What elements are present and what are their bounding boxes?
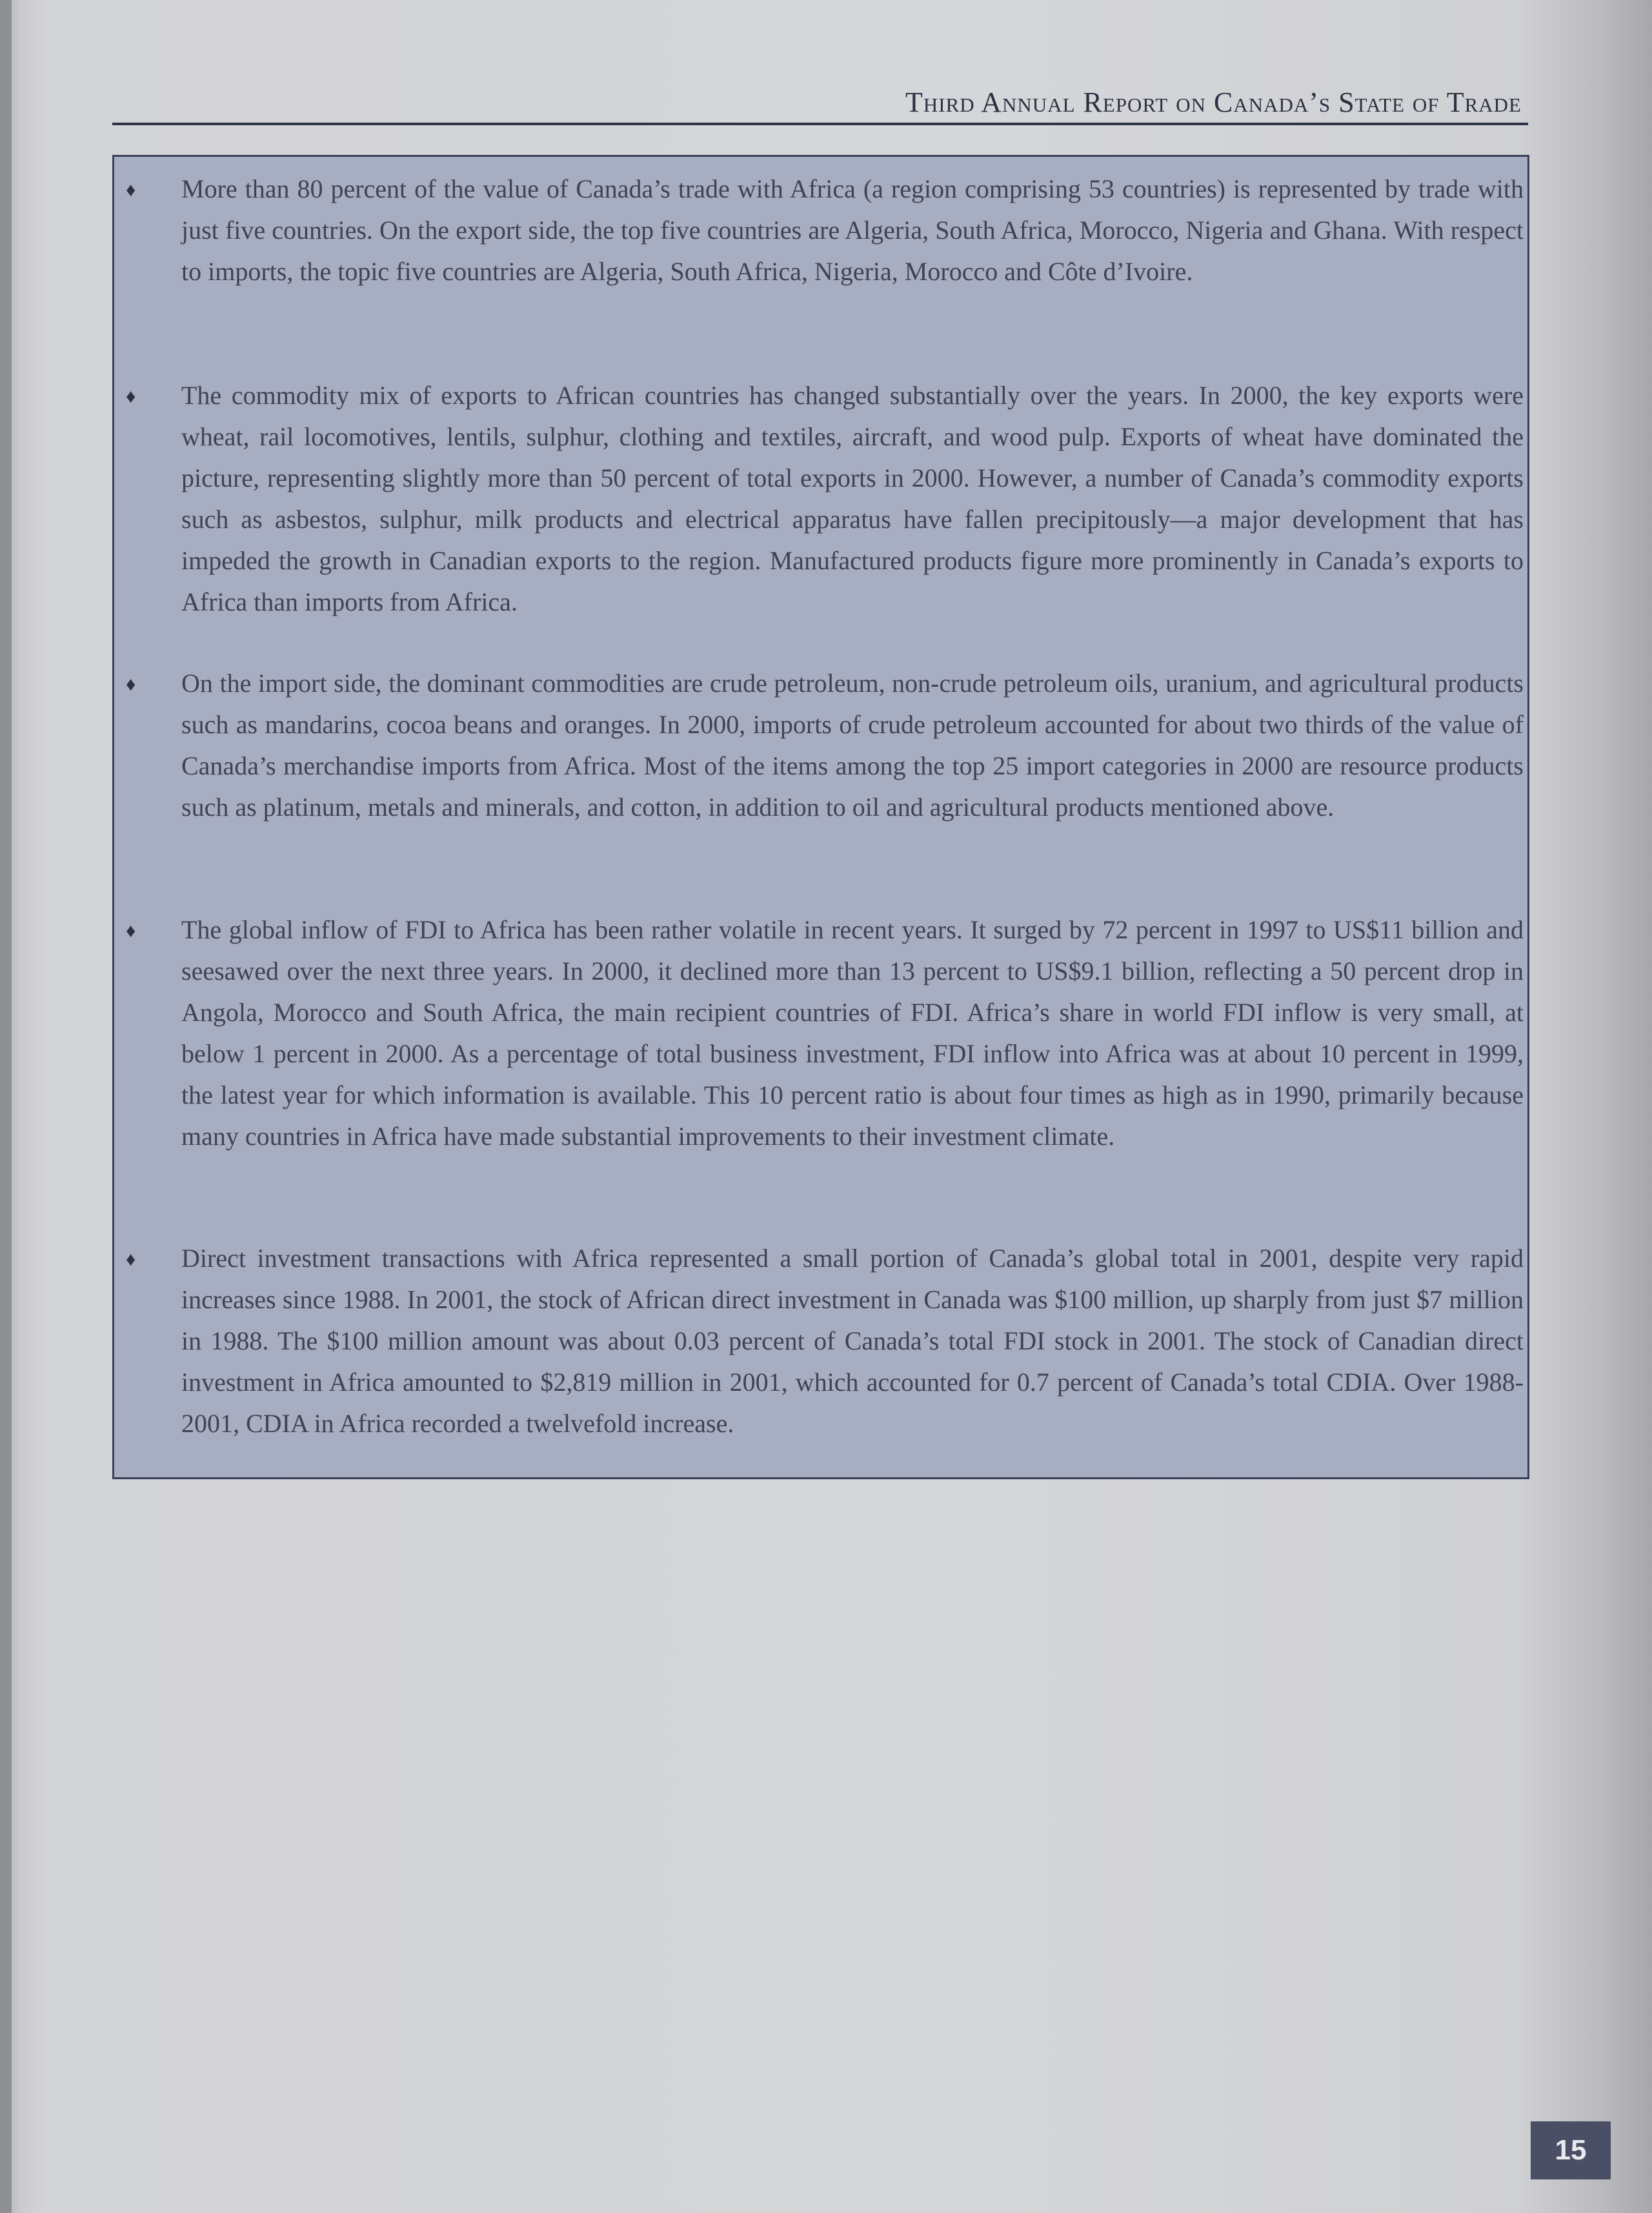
diamond-bullet-icon: ♦ [126, 674, 136, 695]
diamond-bullet-icon: ♦ [126, 179, 136, 201]
page-number: 15 [1555, 2134, 1587, 2166]
bullet-text: The commodity mix of exports to African countries has changed substantially over the years. In 2000, the key exports were wheat, rail locomotives, lentils, sulphur, clothing and textiles, aircraft, and wood pulp. Exports of wheat have dominated the picture, representing slightly more than 50 percent of total exports in 2000. However, a number of Canada’s commodity exports such as asbestos, sulphur, milk products and electrical apparatus have fallen precipitously—a major development that has impeded the growth in Canadian exports to the region. Manufactured products figure more prominently in Canada’s exports to Africa than imports from Africa. [181, 381, 1524, 616]
page-number-badge [1531, 2121, 1611, 2179]
bullet-text: The global inflow of FDI to Africa has been rather volatile in recent years. It surged by 72 percent in 1997 to US$11 billion and seesawed over the next three years. In 2000, it declined more than 13 percent to US$9.1 billion, reflecting a 50 percent drop in Angola, Morocco and South Africa, the main recipient countries of FDI. Africa’s share in world FDI inflow is very small, at below 1 percent in 2000. As a percentage of total business investment, FDI inflow into Africa was at about 10 percent in 1999, the latest year for which information is available. This 10 percent ratio is about four times as high as in 1990, primarily because many countries in Africa have made substantial improvements to their investment climate. [181, 915, 1524, 1151]
diamond-bullet-icon: ♦ [126, 386, 136, 407]
diamond-bullet-icon: ♦ [126, 1249, 136, 1270]
running-header [112, 83, 1528, 125]
running-header-title: Third Annual Report on Canada’s State of Trade [905, 86, 1522, 118]
bullet-text: On the import side, the dominant commodities are crude petroleum, non-crude petroleum oils, uranium, and agricultural products such as mandarins, cocoa beans and oranges. In 2000, imports of crude petroleum accounted for about two thirds of the value of Canada’s merchandise imports from Africa. Most of the items among the top 25 import categories in 2000 are resource products such as platinum, metals and minerals, and cotton, in addition to oil and agricultural products mentioned above. [181, 669, 1524, 822]
page-spine-shadow [0, 0, 12, 2213]
diamond-bullet-icon: ♦ [126, 920, 136, 942]
bullet-text: Direct investment transactions with Africa represented a small portion of Canada’s global total in 2001, despite very rapid increases since 1988. In 2001, the stock of African direct investment in Canada was $100 million, up sharply from just $7 million in 1988. The $100 million amount was about 0.03 percent of Canada’s total FDI stock in 2001. The stock of Canadian direct investment in Africa amounted to $2,819 million in 2001, which accounted for 0.7 percent of Canada’s total CDIA. Over 1988-2001, CDIA in Africa recorded a twelvefold increase. [181, 1244, 1524, 1438]
highlights-panel [112, 155, 1529, 1479]
bullet-text: More than 80 percent of the value of Canada’s trade with Africa (a region comprising 53 countries) is represented by trade with just five countries. On the export side, the top five countries are Algeria, South Africa, Morocco, Nigeria and Ghana. With respect to imports, the topic five countries are Algeria, South Africa, Nigeria, Morocco and Côte d’Ivoire. [181, 174, 1524, 286]
